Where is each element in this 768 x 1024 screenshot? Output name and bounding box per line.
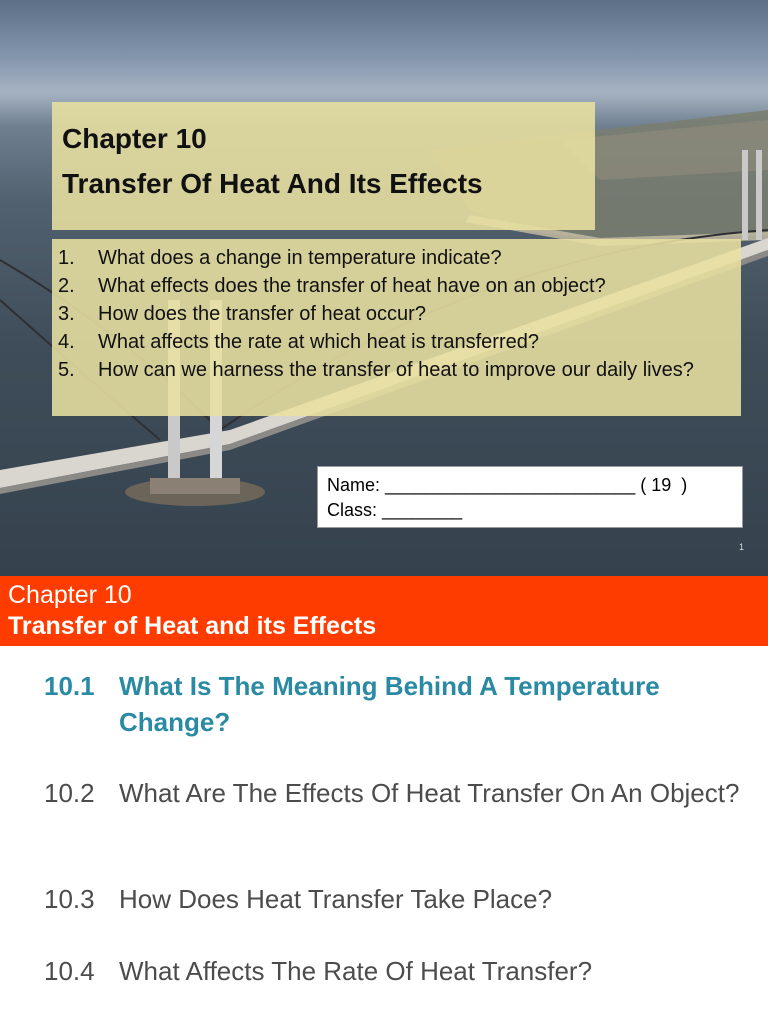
section-number: 10.3	[44, 884, 95, 914]
list-item	[58, 272, 738, 300]
section-title: What Affects The Rate Of Heat Transfer?	[119, 956, 593, 986]
question-number: 1.	[58, 247, 75, 269]
section-item-10-4[interactable]	[44, 953, 744, 989]
section-number: 10.2	[44, 778, 95, 808]
class-field[interactable]: Class: ________	[327, 500, 463, 520]
question-text: What affects the rate at which heat is transferred?	[98, 331, 539, 353]
question-number: 5.	[58, 359, 75, 381]
key-questions-list	[58, 244, 738, 384]
question-number: 3.	[58, 303, 75, 325]
question-text: How can we harness the transfer of heat to improve our daily lives?	[98, 359, 694, 381]
question-text: What effects does the transfer of heat have on an object?	[98, 275, 606, 297]
list-item	[58, 356, 738, 384]
section-number: 10.4	[44, 956, 95, 986]
question-number: 2.	[58, 275, 75, 297]
header-chapter-title: Transfer of Heat and its Effects	[8, 612, 377, 640]
contents-slide	[0, 576, 768, 1024]
name-field[interactable]: Name: _________________________ ( 19 )	[327, 475, 688, 495]
list-item	[58, 300, 738, 328]
chapter-subtitle: Transfer Of Heat And Its Effects	[62, 168, 483, 199]
section-title: What Is The Meaning Behind A Temperature Change?	[119, 671, 660, 737]
title-panel	[52, 102, 595, 230]
section-number: 10.1	[44, 671, 95, 701]
question-text: What does a change in temperature indicate?	[98, 247, 502, 269]
name-class-box	[317, 466, 743, 528]
chapter-header-bar	[0, 576, 768, 646]
section-item-10-2[interactable]	[44, 775, 744, 811]
header-chapter-label: Chapter 10	[8, 581, 132, 609]
section-item-10-3[interactable]	[44, 881, 744, 917]
slide-number: 1	[738, 542, 744, 552]
question-number: 4.	[58, 331, 75, 353]
section-title: What Are The Effects Of Heat Transfer On An Object?	[119, 778, 740, 808]
list-item	[58, 244, 738, 272]
list-item	[58, 328, 738, 356]
section-item-10-1[interactable]	[44, 668, 744, 740]
question-text: How does the transfer of heat occur?	[98, 303, 426, 325]
section-title: How Does Heat Transfer Take Place?	[119, 884, 553, 914]
chapter-title: Chapter 10	[62, 123, 207, 154]
